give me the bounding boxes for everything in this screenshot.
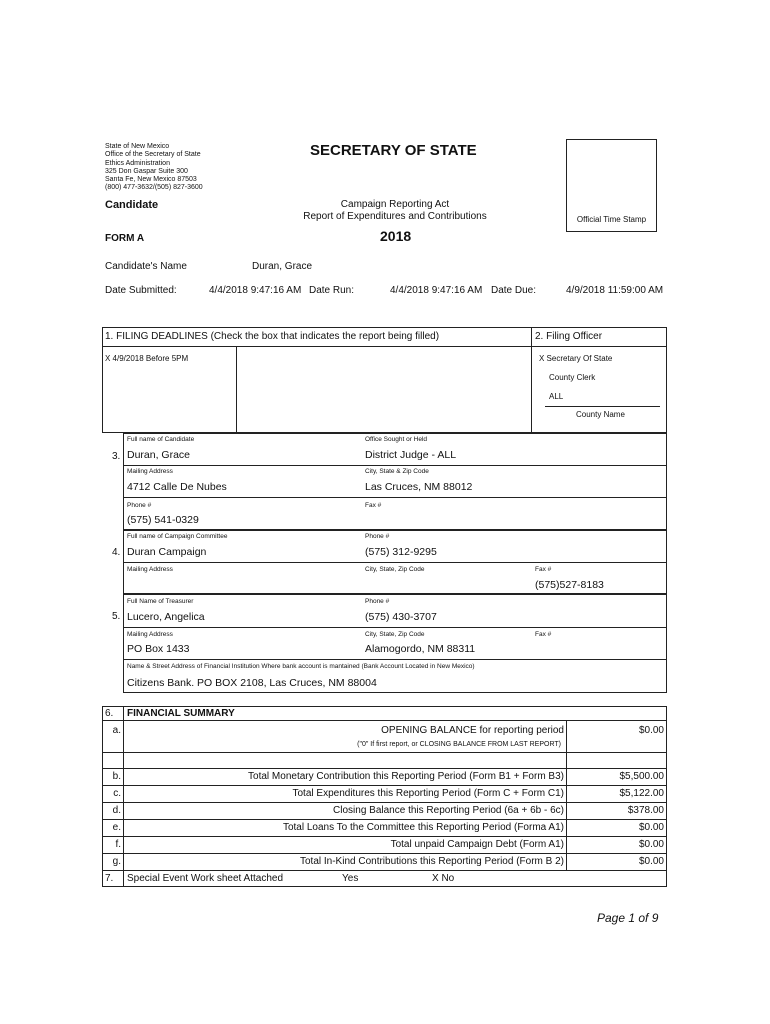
row-value: $0.00: [638, 822, 664, 833]
treasurer-name: Lucero, Angelica: [127, 611, 205, 623]
section-number: 6.: [105, 708, 114, 719]
divider: [531, 327, 532, 433]
treasurer-phone: (575) 430-3707: [365, 611, 437, 623]
financial-summary-header: FINANCIAL SUMMARY: [127, 708, 235, 719]
divider: [566, 720, 567, 870]
divider: [123, 562, 667, 563]
special-event-yes[interactable]: Yes: [342, 873, 359, 884]
county-name-label: County Name: [576, 410, 625, 419]
address-line: Santa Fe, New Mexico 87503: [105, 176, 197, 184]
divider: [102, 802, 667, 803]
treasurer-mailing-address: PO Box 1433: [127, 643, 190, 655]
row-label: Total Expenditures this Reporting Period (Form C + Form C1): [292, 788, 564, 799]
field-label: Full name of Campaign Committee: [127, 533, 228, 540]
row-value: $378.00: [627, 805, 664, 816]
divider: [102, 752, 667, 753]
field-label: City, State & Zip Code: [365, 468, 429, 475]
date-submitted-value: 4/4/2018 9:47:16 AM: [209, 285, 302, 296]
date-due-label: Date Due:: [491, 285, 537, 296]
row-letter: f.: [115, 839, 121, 850]
officer-secretary-of-state[interactable]: X Secretary Of State: [539, 354, 613, 363]
divider: [102, 836, 667, 837]
divider: [102, 720, 667, 721]
row-label: Total In-Kind Contributions this Reporting Period (Form B 2): [299, 856, 564, 867]
date-submitted-label: Date Submitted:: [105, 285, 177, 296]
address-line: Office of the Secretary of State: [105, 151, 201, 159]
special-event-label: Special Event Work sheet Attached: [127, 873, 284, 884]
divider: [123, 627, 667, 628]
financial-institution: Citizens Bank. PO BOX 2108, Las Cruces, NM 88004: [127, 677, 377, 689]
row-value: $0.00: [638, 856, 664, 867]
field-label: Phone #: [365, 598, 390, 605]
field-label: Fax #: [365, 502, 382, 509]
office-sought: District Judge - ALL: [365, 449, 457, 461]
divider: [102, 870, 667, 871]
field-label: Fax #: [535, 631, 552, 638]
committee-name: Duran Campaign: [127, 546, 207, 558]
filing-officer-header: 2. Filing Officer: [535, 331, 603, 342]
field-label: Mailing Address: [127, 566, 173, 573]
date-due-value: 4/9/2018 11:59:00 AM: [566, 285, 664, 296]
address-line: Ethics Administration: [105, 159, 170, 167]
date-run-value: 4/4/2018 9:47:16 AM: [390, 285, 483, 296]
date-run-label: Date Run:: [309, 285, 355, 296]
row-letter: b.: [112, 771, 121, 782]
divider: [123, 706, 124, 887]
divider: [102, 853, 667, 854]
address-line: 325 Don Gaspar Suite 300: [105, 167, 188, 175]
address-line: (800) 477-3632/(505) 827-3600: [105, 184, 203, 192]
candidate-city-state-zip: Las Cruces, NM 88012: [365, 481, 473, 493]
officer-county-clerk[interactable]: County Clerk: [549, 373, 596, 382]
field-label: Full name of Candidate: [127, 436, 195, 443]
agency-address: [105, 143, 203, 193]
section-number: 4.: [112, 547, 121, 558]
official-time-stamp-box: [566, 139, 657, 232]
row-letter: c.: [113, 788, 121, 799]
committee-fax: (575)527-8183: [535, 579, 604, 591]
special-event-no[interactable]: X No: [432, 873, 455, 884]
divider: [123, 659, 667, 660]
address-line: State of New Mexico: [105, 143, 170, 150]
filing-deadlines-header: 1. FILING DEADLINES (Check the box that indicates the report being filled): [105, 331, 440, 342]
stamp-label: Official Time Stamp: [576, 215, 647, 224]
row-label: Total Loans To the Committee this Reporting Period (Forma A1): [282, 822, 564, 833]
field-label: Phone #: [365, 533, 390, 540]
page-title: SECRETARY OF STATE: [310, 142, 477, 159]
row-letter: e.: [112, 822, 121, 833]
candidate-full-name: Duran, Grace: [127, 449, 191, 461]
opening-balance-value: $0.00: [638, 725, 664, 736]
form-label: FORM A: [105, 233, 145, 244]
field-label: Fax #: [535, 566, 552, 573]
treasurer-city-state-zip: Alamogordo, NM 88311: [365, 643, 476, 655]
divider: [102, 768, 667, 769]
candidate-name-label: Candidate's Name: [105, 261, 187, 272]
subtitle-report: Report of Expenditures and Contributions: [303, 211, 487, 222]
candidate-name-value: Duran, Grace: [252, 261, 313, 272]
field-label: Mailing Address: [127, 631, 173, 638]
deadline-entry[interactable]: X 4/9/2018 Before 5PM: [105, 354, 189, 363]
row-letter: d.: [112, 805, 121, 816]
section-number: 3.: [112, 451, 121, 462]
committee-phone: (575) 312-9295: [365, 546, 437, 558]
county-name-line: [545, 406, 660, 407]
section-number: 7.: [105, 873, 114, 884]
candidate-phone: (575) 541-0329: [127, 514, 199, 526]
candidate-heading: Candidate: [105, 199, 159, 211]
divider: [236, 346, 237, 433]
field-label: Phone #: [127, 502, 152, 509]
row-letter: g.: [112, 856, 121, 867]
field-label: City, State, Zip Code: [365, 631, 425, 638]
opening-balance-label: OPENING BALANCE for reporting period: [381, 725, 564, 736]
officer-all[interactable]: ALL: [549, 392, 564, 401]
opening-balance-note: ("0" If first report, or CLOSING BALANCE FROM LAST REPORT): [357, 741, 561, 748]
row-label: Total unpaid Campaign Debt (Form A1): [390, 839, 564, 850]
field-label: Office Sought or Held: [365, 436, 428, 443]
row-value: $5,500.00: [619, 771, 664, 782]
field-label: City, State, Zip Code: [365, 566, 425, 573]
row-value: $5,122.00: [619, 788, 664, 799]
field-label: Full Name of Treasurer: [127, 598, 194, 605]
row-label: Total Monetary Contribution this Reporting Period (Form B1 + Form B3): [248, 771, 564, 782]
row-value: $0.00: [638, 839, 664, 850]
section-number: 5.: [112, 611, 121, 622]
divider: [123, 497, 667, 498]
page-number: Page 1 of 9: [597, 911, 659, 925]
field-label: Mailing Address: [127, 468, 173, 475]
row-label: Closing Balance this Reporting Period (6a + 6b - 6c): [333, 805, 564, 816]
subtitle-act: Campaign Reporting Act: [340, 199, 450, 210]
divider: [102, 819, 667, 820]
divider: [123, 465, 667, 466]
field-label: Name & Street Address of Financial Institution Where bank account is mantained (Bank Account Located in New Mexico): [127, 663, 475, 670]
report-year: 2018: [380, 228, 412, 244]
divider: [102, 785, 667, 786]
row-letter: a.: [112, 725, 121, 736]
candidate-mailing-address: 4712 Calle De Nubes: [127, 481, 227, 493]
divider: [102, 346, 667, 347]
